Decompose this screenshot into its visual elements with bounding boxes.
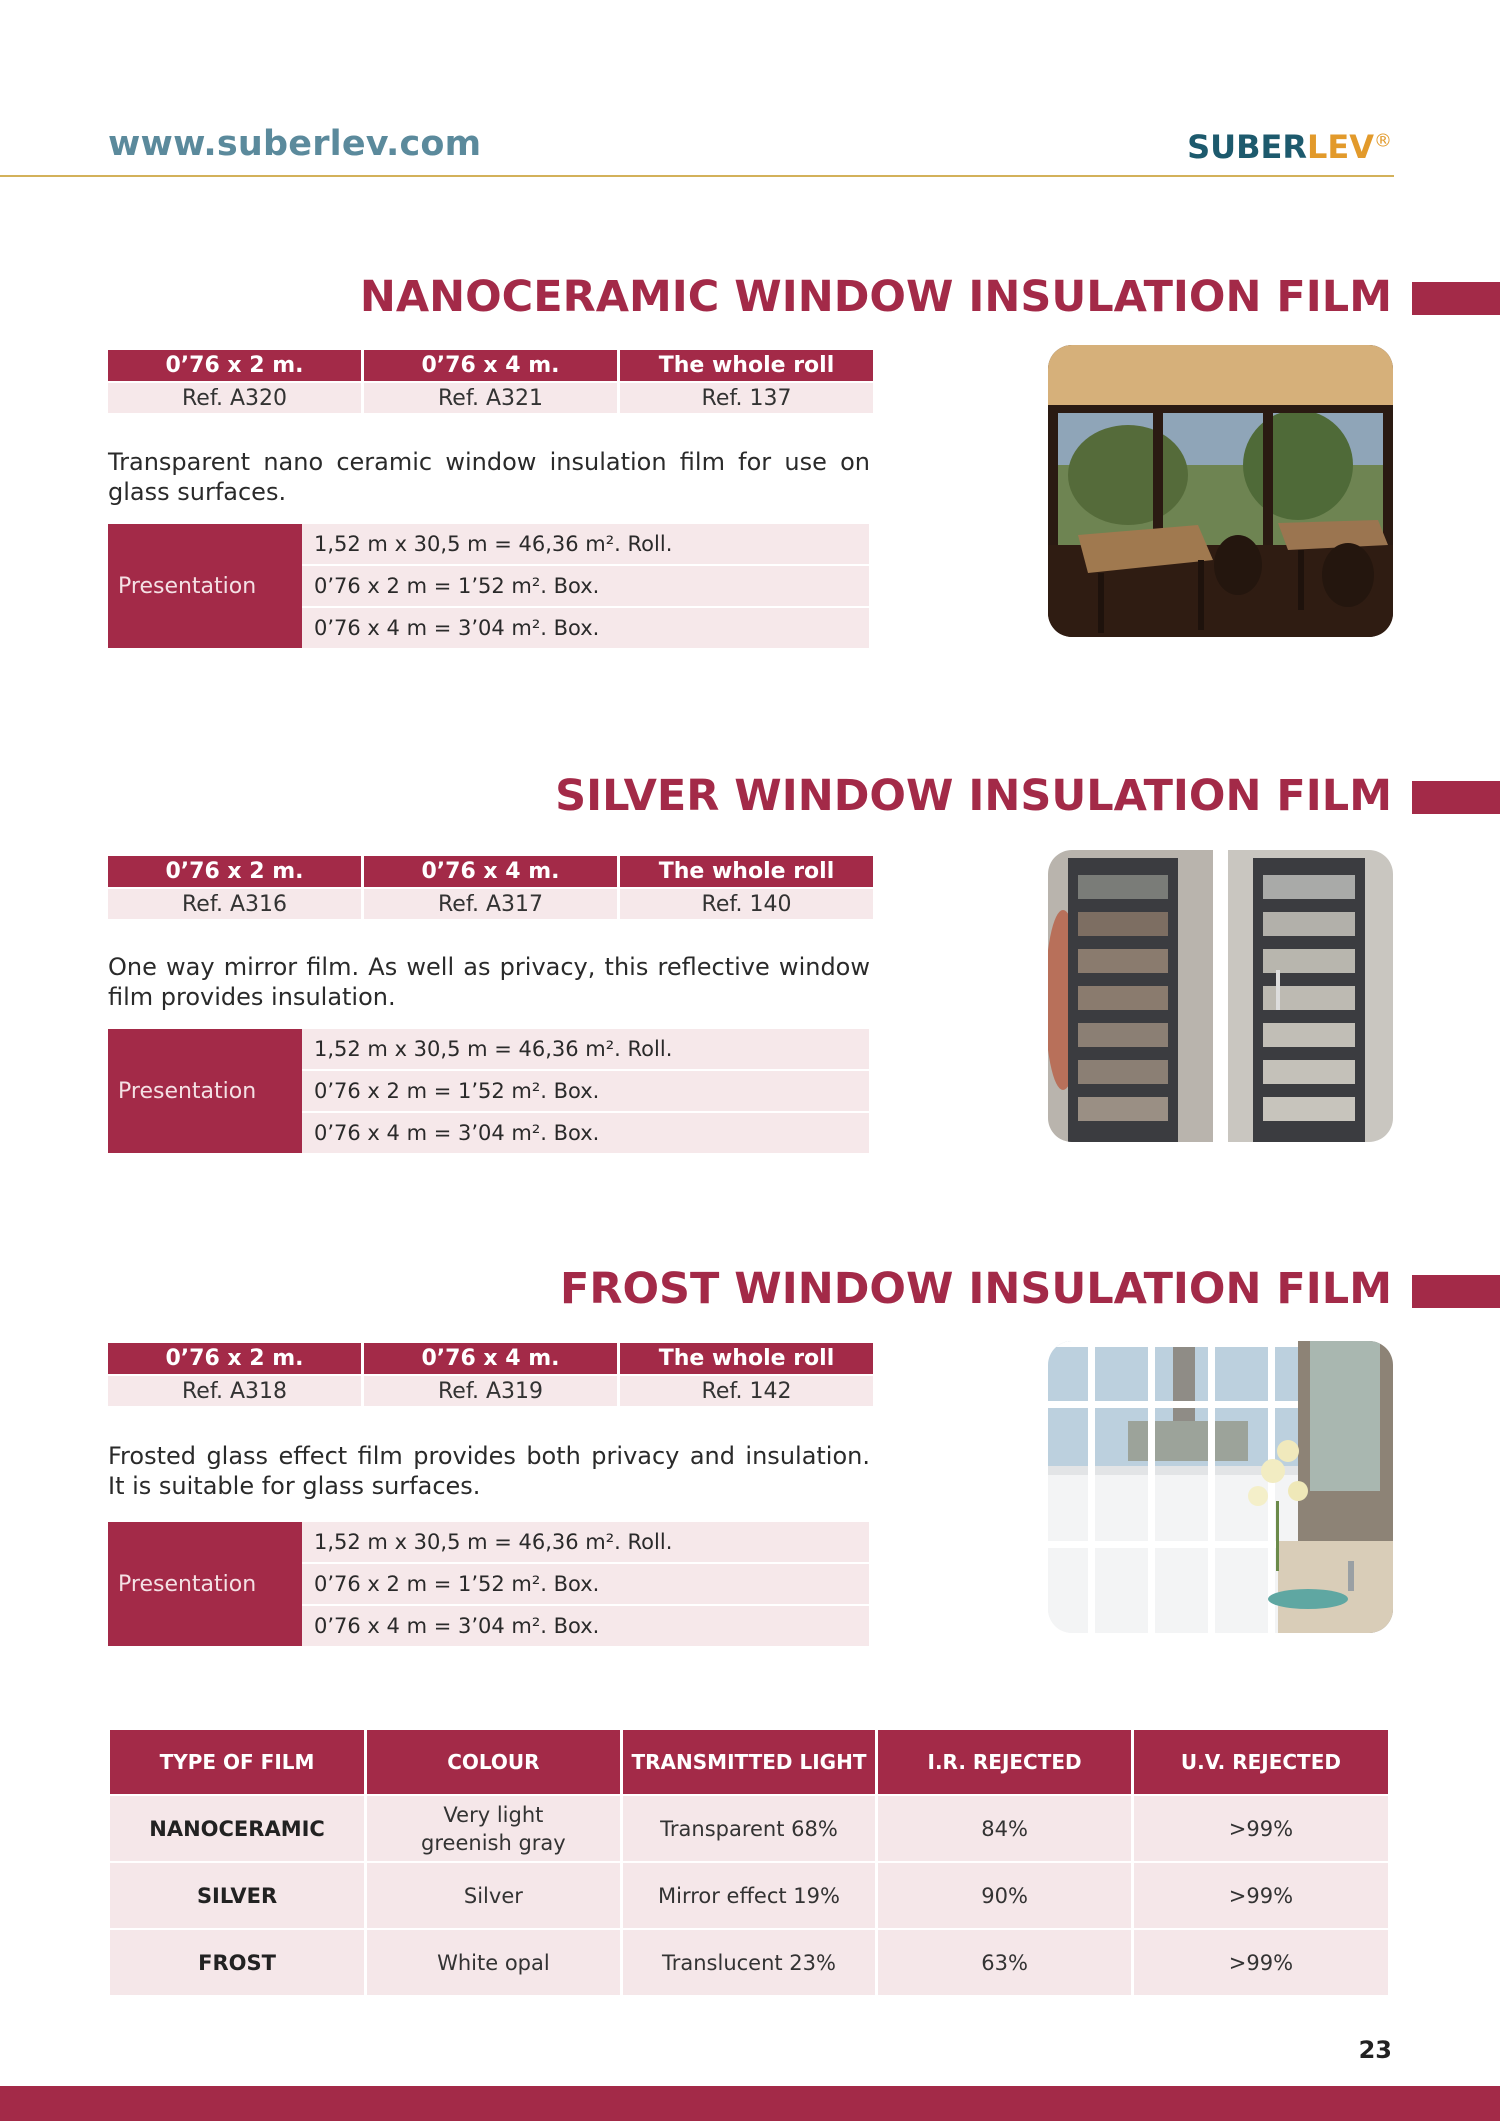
ref-header: 0’76 x 4 m. [363,350,619,382]
photo-frosted-window [1048,1341,1393,1633]
section-tab-marker [1412,1275,1500,1308]
ref-header: 0’76 x 2 m. [108,350,363,382]
ref-value: Ref. A318 [108,1375,363,1406]
table-row [110,1795,1388,1862]
ref-value: Ref. A320 [108,382,363,413]
presentation-item: 1,52 m x 30,5 m = 46,36 m². Roll. [302,524,869,565]
spec-header-ir: I.R. REJECTED [877,1730,1133,1795]
spec-cell: Transparent 68% [621,1795,877,1862]
ref-header: 0’76 x 2 m. [108,856,363,888]
ref-header: 0’76 x 4 m. [363,1343,619,1375]
spec-cell: Mirror effect 19% [621,1862,877,1929]
presentation-item: 0’76 x 4 m = 3’04 m². Box. [302,1112,869,1153]
ref-table-silver [108,856,873,919]
presentation-label: Presentation [108,524,302,648]
section-tab-marker [1412,781,1500,814]
table-row [110,1862,1388,1929]
restaurant-photo-illustration [1048,345,1393,637]
doors-photo-illustration [1048,850,1393,1142]
ref-table-nanoceramic [108,350,873,413]
photo-restaurant-windows [1048,345,1393,637]
spec-cell: White opal [366,1929,622,1995]
spec-cell: >99% [1132,1795,1388,1862]
ref-value: Ref. 140 [619,888,874,919]
spec-cell: Silver [366,1862,622,1929]
website-url[interactable]: www.suberlev.com [108,124,482,164]
presentation-item: 0’76 x 4 m = 3’04 m². Box. [302,607,869,648]
header-rule [0,175,1394,177]
spec-cell: FROST [110,1929,366,1995]
presentation-table-frost [108,1522,869,1646]
table-row [110,1929,1388,1995]
presentation-item: 0’76 x 2 m = 1’52 m². Box. [302,1563,869,1605]
ref-header: The whole roll [619,856,874,888]
registered-mark: ® [1374,130,1392,152]
section-title-frost: FROST WINDOW INSULATION FILM [560,1264,1392,1314]
description-nanoceramic: Transparent nano ceramic window insulation film for use on glass surfaces. [108,448,870,506]
spec-header-type: TYPE OF FILM [110,1730,366,1795]
ref-value: Ref. A321 [363,382,619,413]
description-frost: Frosted glass effect film provides both privacy and insulation. It is suitable for glass surfaces. [108,1442,870,1500]
spec-header-colour: COLOUR [366,1730,622,1795]
presentation-table-silver [108,1029,869,1153]
ref-header: The whole roll [619,1343,874,1375]
ref-header: The whole roll [619,350,874,382]
suberlev-logo [1187,128,1392,166]
page-number: 23 [1358,2036,1392,2064]
spec-cell: SILVER [110,1862,366,1929]
presentation-item: 1,52 m x 30,5 m = 46,36 m². Roll. [302,1029,869,1070]
spec-cell: 90% [877,1862,1133,1929]
ref-header: 0’76 x 2 m. [108,1343,363,1375]
ref-value: Ref. A316 [108,888,363,919]
logo-text-dark: SUBER [1187,128,1307,166]
section-title-silver: SILVER WINDOW INSULATION FILM [555,771,1392,821]
presentation-table-nanoceramic [108,524,869,648]
section-title-nanoceramic: NANOCERAMIC WINDOW INSULATION FILM [359,272,1392,322]
ref-value: Ref. A319 [363,1375,619,1406]
frost-photo-illustration [1048,1341,1393,1633]
spec-cell: Very light greenish gray [366,1795,622,1862]
ref-header: 0’76 x 4 m. [363,856,619,888]
logo-text-orange: LEV [1306,128,1374,166]
presentation-label: Presentation [108,1522,302,1646]
ref-table-frost [108,1343,873,1406]
presentation-item: 0’76 x 4 m = 3’04 m². Box. [302,1605,869,1646]
ref-value: Ref. 137 [619,382,874,413]
spec-cell: Translucent 23% [621,1929,877,1995]
presentation-item: 1,52 m x 30,5 m = 46,36 m². Roll. [302,1522,869,1563]
spec-cell: 63% [877,1929,1133,1995]
spec-cell: >99% [1132,1862,1388,1929]
presentation-item: 0’76 x 2 m = 1’52 m². Box. [302,565,869,607]
spec-cell: >99% [1132,1929,1388,1995]
ref-value: Ref. A317 [363,888,619,919]
spec-header-light: TRANSMITTED LIGHT [621,1730,877,1795]
footer-bar [0,2086,1500,2121]
section-tab-marker [1412,282,1500,315]
spec-cell: 84% [877,1795,1133,1862]
spec-header-uv: U.V. REJECTED [1132,1730,1388,1795]
film-comparison-table [110,1730,1388,1995]
ref-value: Ref. 142 [619,1375,874,1406]
spec-cell: NANOCERAMIC [110,1795,366,1862]
photo-mirror-doors [1048,850,1393,1142]
presentation-label: Presentation [108,1029,302,1153]
presentation-item: 0’76 x 2 m = 1’52 m². Box. [302,1070,869,1112]
description-silver: One way mirror film. As well as privacy, this reflective window film provides insulation. [108,953,870,1011]
